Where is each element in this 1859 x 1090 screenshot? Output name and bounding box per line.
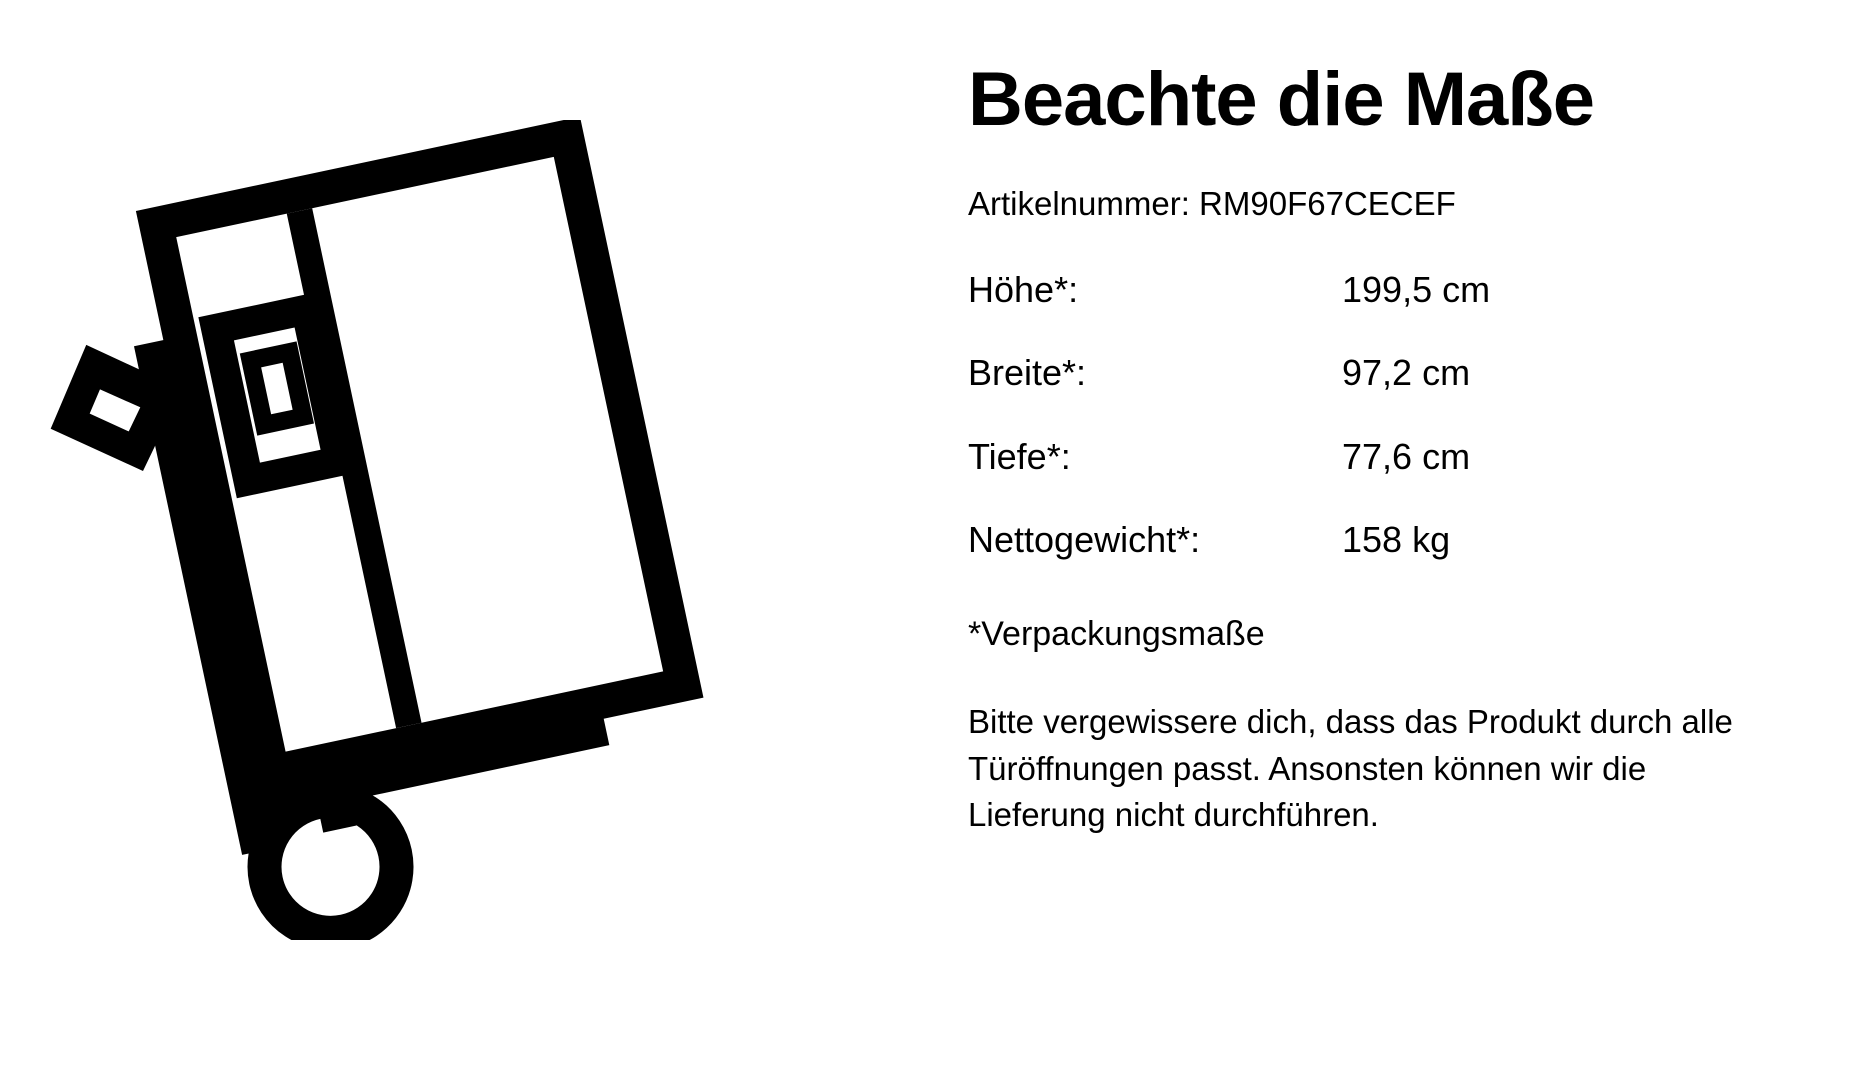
spec-value-height: 199,5 cm: [1342, 268, 1491, 310]
packaging-footnote: *Verpackungsmaße: [968, 614, 1265, 653]
page-title: Beachte die Maße: [968, 57, 1594, 142]
spec-value-net-weight: 158 kg: [1342, 519, 1451, 561]
spec-label-depth: Tiefe*:: [968, 435, 1071, 477]
table-row: [968, 437, 1490, 521]
spec-label-net-weight: Nettogewicht*:: [968, 519, 1201, 561]
delivery-note: Bitte vergewissere dich, dass das Produkt durch alle Türöffnungen passt. Ansonsten können wir die Lieferung nicht durchführen.: [968, 702, 1733, 834]
dimensions-text-column: [968, 57, 1798, 839]
table-row: [968, 353, 1490, 437]
spec-value-width: 97,2 cm: [1342, 352, 1471, 394]
article-number: Artikelnummer: RM90F67CECEF: [968, 185, 1456, 222]
table-row: [968, 520, 1490, 604]
hand-truck-with-fridge-icon: [40, 120, 760, 940]
spec-label-width: Breite*:: [968, 352, 1087, 394]
spec-label-height: Höhe*:: [968, 268, 1079, 310]
table-row: [968, 270, 1490, 354]
spec-value-depth: 77,6 cm: [1342, 435, 1471, 477]
dimensions-table: [968, 270, 1490, 604]
